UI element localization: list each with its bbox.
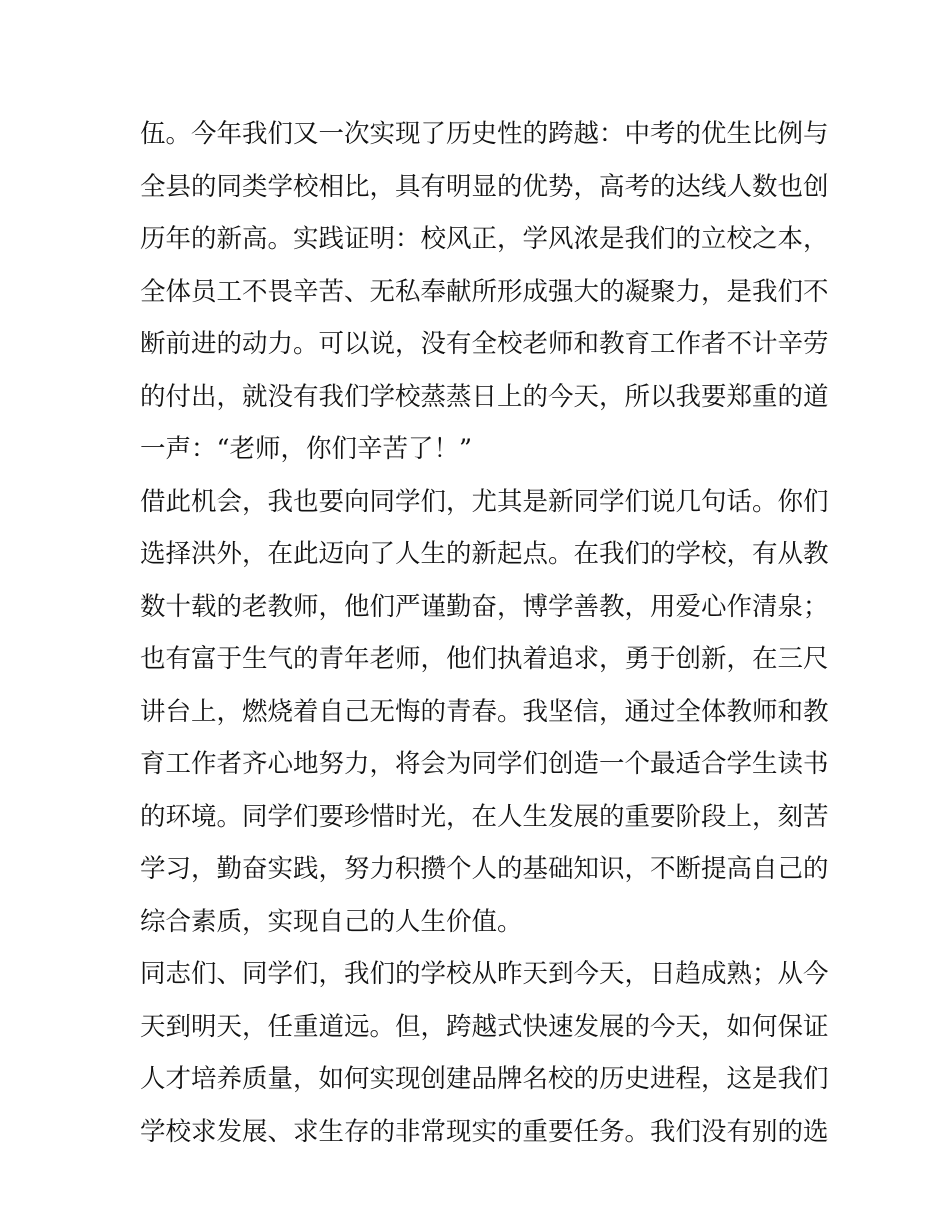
text-line: 选择洪外，在此迈向了人生的新起点。在我们的学校，有从教 (140, 539, 829, 569)
text-line: 天到明天，任重道远。但，跨越式快速发展的今天，如何保证 (140, 1011, 829, 1042)
text-line: 的环境。同学们要珍惜时光，在人生发展的重要阶段上，刻苦 (140, 801, 829, 832)
text-line: 综合素质，实现自己的人生价值。 (140, 906, 523, 937)
text-line: 讲台上，燃烧着自己无悔的青春。我坚信，通过全体教师和教 (140, 696, 829, 727)
text-line: 借此机会，我也要向同学们，尤其是新同学们说几句话。你们 (140, 486, 829, 517)
text-line: 伍。今年我们又一次实现了历史性的跨越：中考的优生比例与 (140, 119, 829, 149)
text-line: 育工作者齐心地努力，将会为同学们创造一个最适合学生读书 (140, 749, 829, 779)
text-line: 历年的新高。实践证明：校风正，学风浓是我们的立校之本， (140, 224, 829, 254)
text-line: 数十载的老教师，他们严谨勤奋，博学善教，用爱心作清泉； (140, 591, 829, 622)
text-line: 人才培养质量，如何实现创建品牌名校的历史进程，这是我们 (140, 1064, 829, 1094)
text-line: 全体员工不畏辛苦、无私奉献所形成强大的凝聚力，是我们不 (140, 276, 829, 307)
text-line: 断前进的动力。可以说，没有全校老师和教育工作者不计辛劳 (140, 329, 829, 359)
text-line: 的付出，就没有我们学校蒸蒸日上的今天，所以我要郑重的道 (140, 381, 829, 412)
text-line: 同志们、同学们，我们的学校从昨天到今天，日趋成熟；从今 (140, 959, 829, 989)
text-line: 全县的同类学校相比，具有明显的优势，高考的达线人数也创 (140, 171, 829, 202)
text-line: 学习，勤奋实践，努力积攒个人的基础知识，不断提高自己的 (140, 854, 829, 884)
text-line: 学校求发展、求生存的非常现实的重要任务。我们没有别的选 (140, 1116, 829, 1147)
text-line: 一声：“老师，你们辛苦了！” (140, 434, 473, 464)
text-line: 也有富于生气的青年老师，他们执着追求，勇于创新，在三尺 (140, 644, 829, 674)
body-text (140, 108, 830, 1158)
